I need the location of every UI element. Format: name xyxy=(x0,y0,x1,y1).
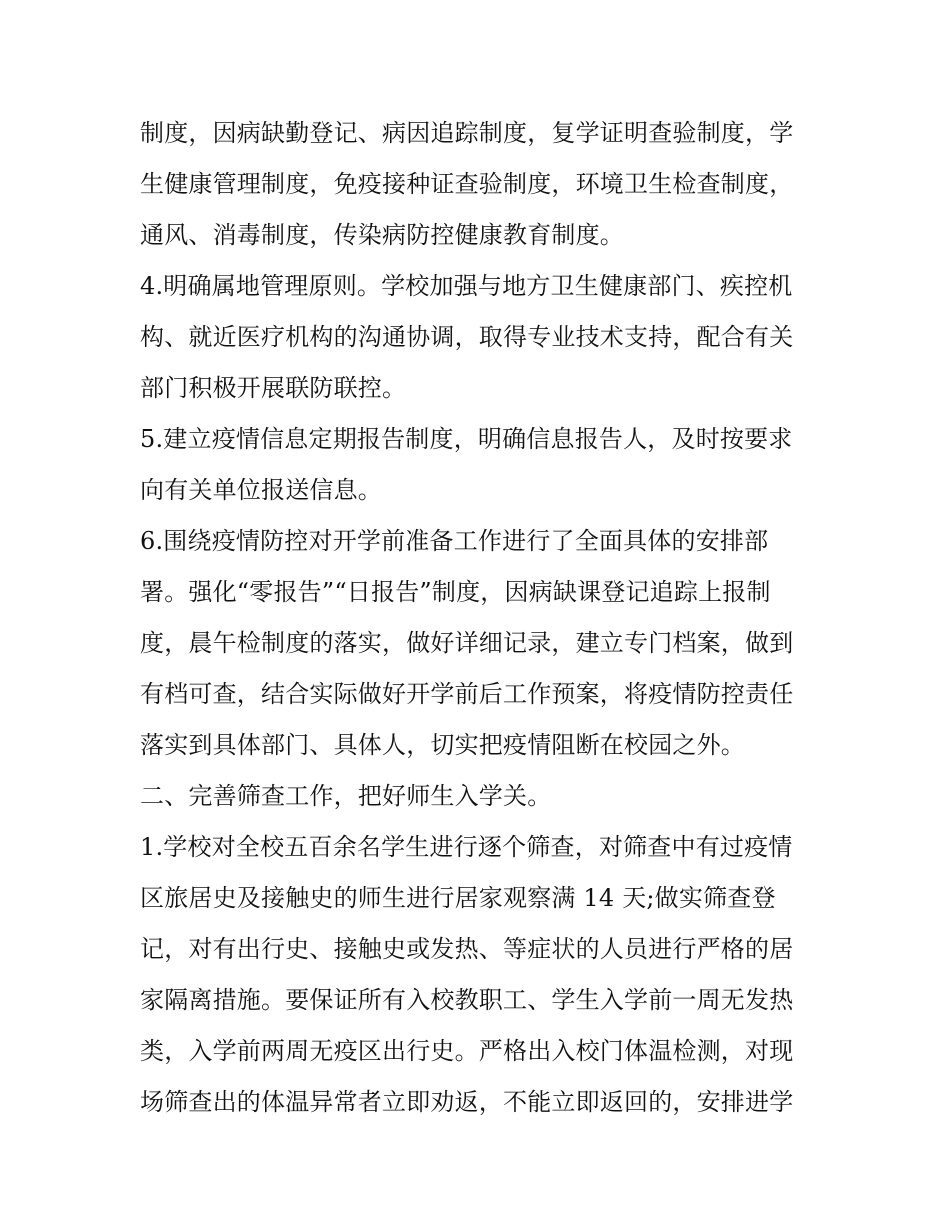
text-line-6: 部门积极开展联防联控。 xyxy=(140,374,407,402)
text-line-10: 署。强化“零报告”“日报告”制度，因病缺课登记追踪上报制 xyxy=(140,578,771,606)
text-line-18: 家隔离措施。要保证所有入校教职工、学生入学前一周无发热 xyxy=(140,986,794,1014)
text-line-20: 场筛查出的体温异常者立即劝返，不能立即返回的，安排进学 xyxy=(140,1088,794,1116)
text-line-7: 5.建立疫情信息定期报告制度，明确信息报告人，及时按要求 xyxy=(140,425,793,453)
text-line-12: 有档可查，结合实际做好开学前后工作预案，将疫情防控责任 xyxy=(140,680,794,708)
text-line-5: 构、就近医疗机构的沟通协调，取得专业技术支持，配合有关 xyxy=(140,323,794,351)
text-line-1: 制度，因病缺勤登记、病因追踪制度，复学证明查验制度，学 xyxy=(140,119,794,147)
text-line-3: 通风、消毒制度，传染病防控健康教育制度。 xyxy=(140,221,624,249)
text-line-15: 1.学校对全校五百余名学生进行逐个筛查，对筛查中有过疫情 xyxy=(140,833,793,861)
text-line-2: 生健康管理制度，免疫接种证查验制度，环境卫生检查制度， xyxy=(140,170,794,198)
section-heading: 二、完善筛查工作，把好师生入学关。 xyxy=(140,782,552,810)
text-line-9: 6.围绕疫情防控对开学前准备工作进行了全面具体的安排部 xyxy=(140,527,769,555)
text-line-16: 区旅居史及接触史的师生进行居家观察满 14 天;做实筛查登 xyxy=(140,884,776,912)
text-line-13: 落实到具体部门、具体人，切实把疫情阻断在校园之外。 xyxy=(140,731,745,759)
text-line-11: 度，晨午检制度的落实，做好详细记录，建立专门档案，做到 xyxy=(140,629,794,657)
text-line-8: 向有关单位报送信息。 xyxy=(140,476,382,504)
text-line-17: 记，对有出行史、接触史或发热、等症状的人员进行严格的居 xyxy=(140,935,794,963)
text-line-19: 类，入学前两周无疫区出行史。严格出入校门体温检测，对现 xyxy=(140,1037,794,1065)
text-line-4: 4.明确属地管理原则。学校加强与地方卫生健康部门、疾控机 xyxy=(140,272,793,300)
document-body xyxy=(140,108,830,1128)
